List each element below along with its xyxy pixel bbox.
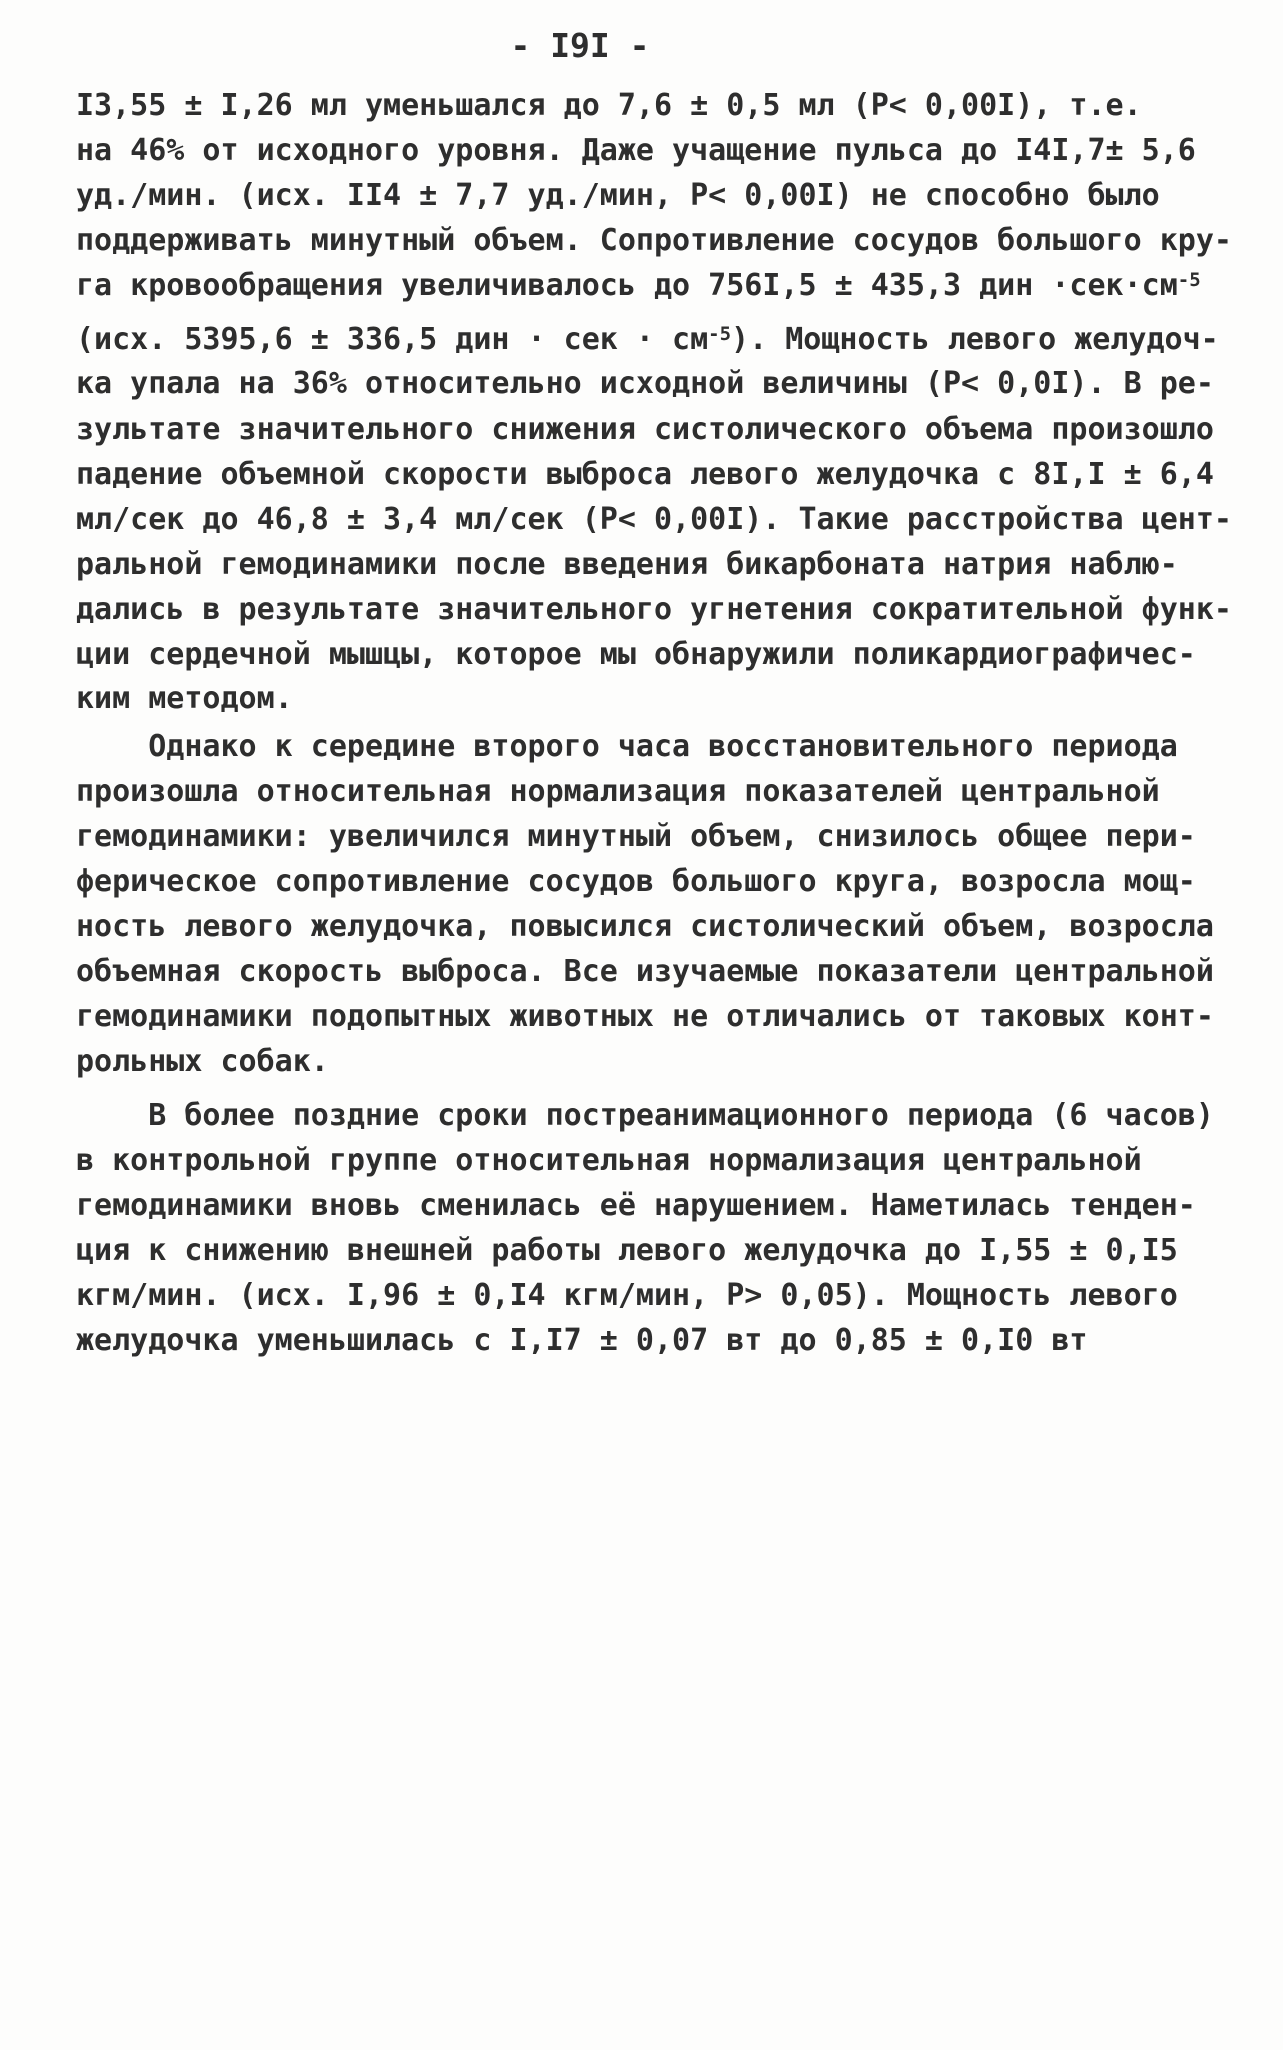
text-line: падение объемной скорости выброса левого желудочка с 8I,I ± 6,4 (76, 457, 1214, 492)
text-line: на 46% от исходного уровня. Даже учащение пульса до I4I,7± 5,6 (76, 133, 1196, 168)
text-line: I3,55 ± I,26 мл уменьшался до 7,6 ± 0,5 мл (Р< 0,00I), т.е. (76, 88, 1142, 123)
text-line: ферическое сопротивление сосудов большого круга, возросла мощ- (76, 864, 1196, 899)
text-line (76, 320, 1219, 360)
text-line: ция к снижению внешней работы левого желудочка до I,55 ± 0,I5 (76, 1233, 1178, 1268)
text-line: В более поздние сроки постреанимационного периода (6 часов) (76, 1098, 1214, 1133)
text-line (76, 266, 1201, 306)
text-segment: ). Мощность левого желудоч- (731, 322, 1219, 357)
superscript: -5 (1177, 269, 1201, 291)
text-line: в контрольной группе относительная нормализация центральной (76, 1143, 1142, 1178)
page-number: - I9I - (510, 26, 650, 65)
text-line: объемная скорость выброса. Все изучаемые показатели центральной (76, 954, 1214, 989)
text-line: гемодинамики подопытных животных не отличались от таковых конт- (76, 999, 1214, 1034)
text-line: ка упала на 36% относительно исходной величины (Р< 0,0I). В ре- (76, 366, 1214, 401)
text-line: ким методом. (76, 681, 293, 716)
text-line: гемодинамики: увеличился минутный объем, снизилось общее пери- (76, 819, 1196, 854)
superscript: -5 (708, 323, 732, 345)
text-segment: (исх. 5395,6 ± 336,5 дин · сек · см (76, 322, 709, 357)
text-line: гемодинамики вновь сменилась её нарушением. Наметилась тенден- (76, 1188, 1196, 1223)
text-segment: га кровообращения увеличивалось до 756I,5 ± 435,3 дин ·сек·см (76, 268, 1178, 303)
text-line: рольных собак. (76, 1044, 329, 1079)
text-line: зультате значительного снижения систолического объема произошло (76, 412, 1214, 447)
text-line: Однако к середине второго часа восстановительного периода (76, 729, 1178, 764)
text-line: произошла относительная нормализация показателей центральной (76, 774, 1160, 809)
text-line: желудочка уменьшилась с I,I7 ± 0,07 вт до 0,85 ± 0,I0 вт (76, 1323, 1088, 1358)
text-line: ции сердечной мышцы, которое мы обнаружили поликардиографичес- (76, 637, 1196, 672)
text-line: ральной гемодинамики после введения бикарбоната натрия наблю- (76, 547, 1178, 582)
text-line: поддерживать минутный объем. Сопротивление сосудов большого кру- (76, 223, 1232, 258)
text-line: ность левого желудочка, повысился систолический объем, возросла (76, 909, 1214, 944)
text-line: уд./мин. (исх. II4 ± 7,7 уд./мин, Р< 0,00I) не способно было (76, 178, 1160, 213)
text-line: дались в результате значительного угнетения сократительной функ- (76, 592, 1232, 627)
text-line: кгм/мин. (исх. I,96 ± 0,I4 кгм/мин, Р> 0,05). Мощность левого (76, 1278, 1178, 1313)
text-line: мл/сек до 46,8 ± 3,4 мл/сек (Р< 0,00I). Такие расстройства цент- (76, 502, 1232, 537)
